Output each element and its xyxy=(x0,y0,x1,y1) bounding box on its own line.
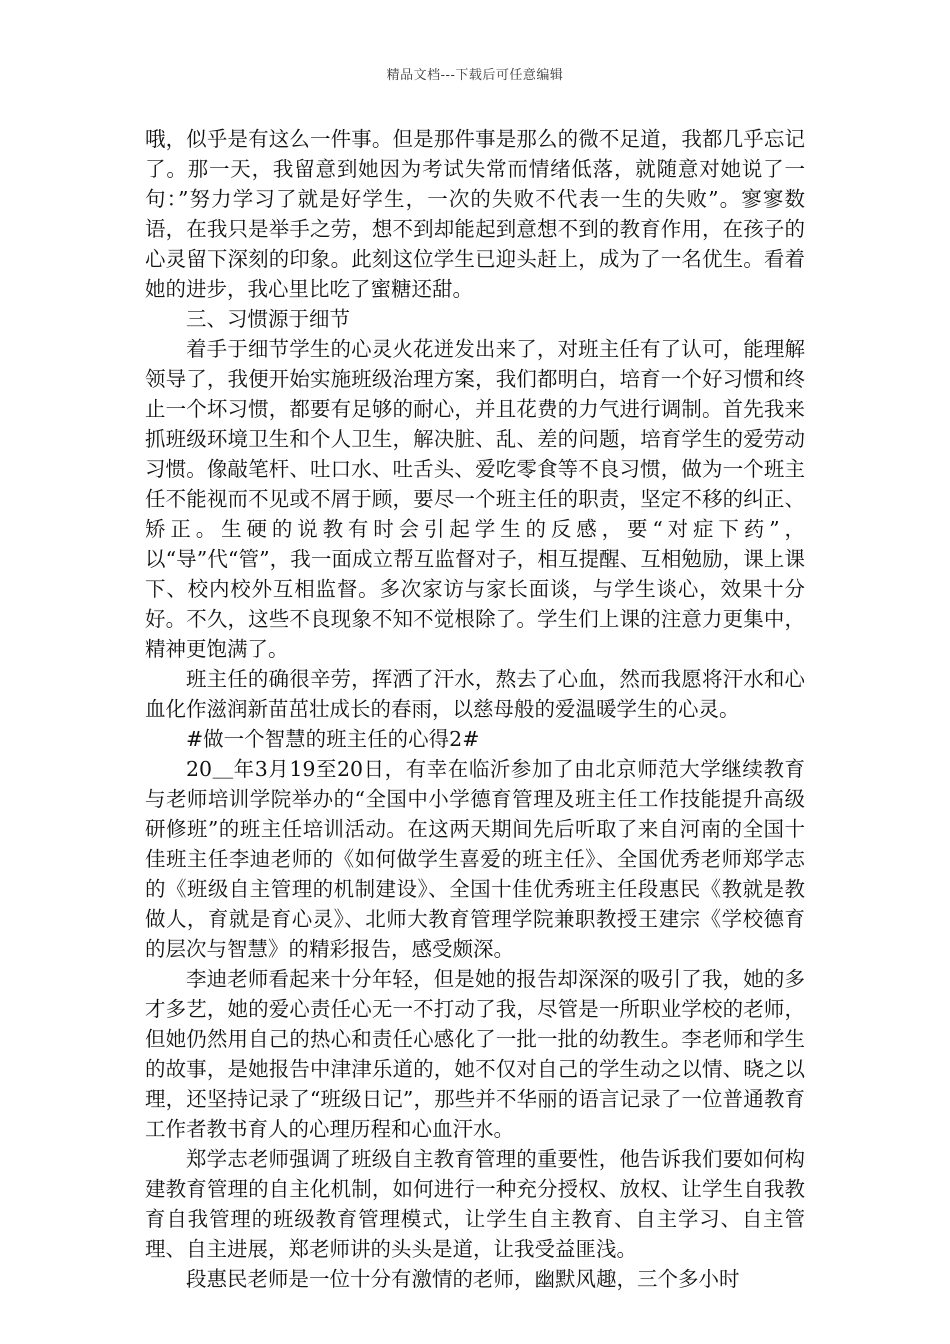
paragraph-continuation: 哦，似乎是有这么一件事。但是那件事是那么的微不足道，我都几乎忘记了。那一天，我留意到她因为考试失常而情绪低落，就随意对她说了一句：”努力学习了就是好学生，一次的失败不代表一生的失败”。寥寥数语，在我只是举手之劳，想不到却能起到意想不到的教育作用，在孩子的心灵留下深刻的印象。此刻这位学生已迎头赶上，成为了一名优生。看着她的进步，我心里比吃了蜜糖还甜。 xyxy=(145,127,805,301)
section-heading-habits: 三、习惯源于细节 xyxy=(186,307,350,331)
paragraph-conclusion: 班主任的确很辛劳，挥洒了汗水，熬去了心血，然而我愿将汗水和心血化作滋润新苗茁壮成长的春雨，以慈母般的爱温暖学生的心灵。 xyxy=(145,667,805,721)
paragraph-duan: 段惠民老师是一位十分有激情的老师，幽默风趣，三个多小时 xyxy=(186,1267,740,1291)
paragraph-li-di: 李迪老师看起来十分年轻，但是她的报告却深深的吸引了我，她的多才多艺，她的爱心责任心无一不打动了我，尽管是一所职业学校的老师，但她仍然用自己的热心和责任心感化了一批一批的幼教生。李老师和学生的故事，是她报告中津津乐道的，她不仅对自己的学生动之以情、晓之以理，还坚持记录了“班级日记”，那些并不华丽的语言记录了一位普通教育工作者教书育人的心理历程和心血汗水。 xyxy=(145,967,805,1141)
paragraph-habits: 着手于细节学生的心灵火花迸发出来了，对班主任有了认可，能理解领导了，我便开始实施班级治理方案，我们都明白，培育一个好习惯和终止一个坏习惯，都要有足够的耐心，并且花费的力气进行调制。首先我来抓班级环境卫生和个人卫生，解决脏、乱、差的问题，培育学生的爱劳动习惯。像敲笔杆、吐口水、吐舌头、爱吃零食等不良习惯，做为一个班主任不能视而不见或不屑于顾，要尽一个班主任的职责，坚定不移的纠正、矫正。生硬的说教有时会引起学生的反感，要“对症下药”，以“导”代“管”，我一面成立帮互监督对子，相互提醒、互相勉励，课上课下、校内校外互相监督。多次家访与家长面谈，与学生谈心，效果十分好。不久，这些不良现象不知不觉根除了。学生们上课的注意力更集中，精神更饱满了。 xyxy=(145,337,805,661)
page-header: 精品文档---下载后可任意编辑 xyxy=(386,68,564,83)
paragraph-training: 20＿年3月19至20日，有幸在临沂参加了由北京师范大学继续教育与老师培训学院举办的“全国中小学德育管理及班主任工作技能提升高级研修班”的班主任培训活动。在这两天期间先后听取了来自河南的全国十佳班主任李迪老师的《如何做学生喜爱的班主任》、全国优秀老师郑学志的《班级自主管理的机制建设》、全国十佳优秀班主任段惠民《教就是教做人，育就是育心灵》、北师大教育管理学院兼职教授王建宗《学校德育的层次与智慧》的精彩报告，感受颇深。 xyxy=(145,757,805,961)
paragraph-zheng: 郑学志老师强调了班级自主教育管理的重要性，他告诉我们要如何构建教育管理的自主化机制，如何进行一种充分授权、放权、让学生自我教育自我管理的班级教育管理模式，让学生自主教育、自主学习、自主管理、自主进展，郑老师讲的头头是道，让我受益匪浅。 xyxy=(145,1147,805,1261)
section-title-2: #做一个智慧的班主任的心得2# xyxy=(186,727,480,751)
body-text xyxy=(145,124,805,1294)
